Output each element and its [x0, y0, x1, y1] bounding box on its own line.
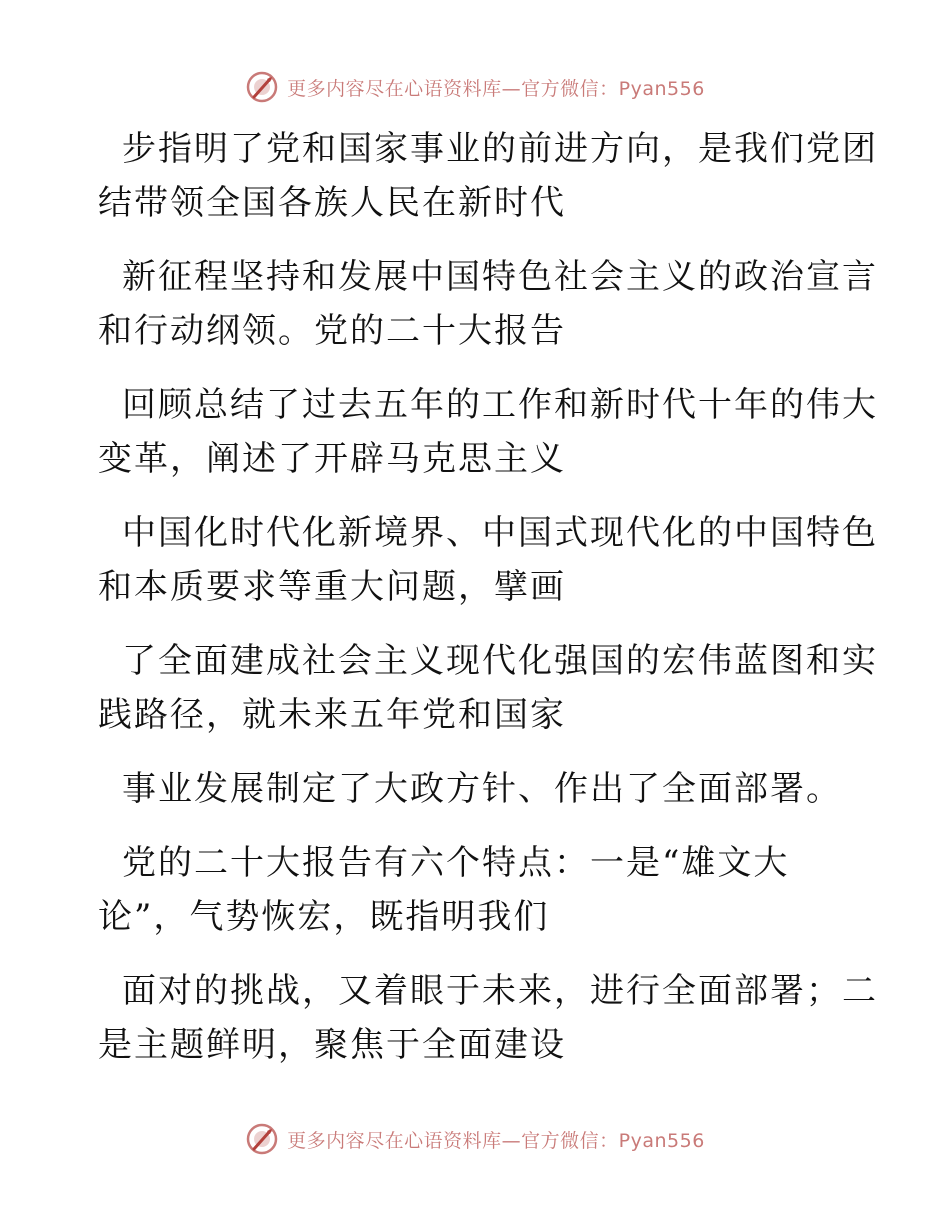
text-line: 步指明了党和国家事业的前进方向，是我们党团 — [122, 129, 878, 169]
header-watermark-text: 更多内容尽在心语资料库—官方微信：Pyan556 — [287, 77, 705, 100]
text-line: 践路径，就未来五年党和国家 — [98, 695, 566, 735]
text-line: 是主题鲜明，聚焦于全面建设 — [98, 1025, 566, 1065]
text-line: 回顾总结了过去五年的工作和新时代十年的伟大 — [122, 385, 878, 425]
text-line: 了全面建成社会主义现代化强国的宏伟蓝图和实 — [122, 641, 878, 681]
text-line: 结带领全国各族人民在新时代 — [98, 183, 566, 223]
page-footer-watermark — [0, 1122, 950, 1156]
brand-logo-icon — [245, 70, 279, 104]
paragraph — [98, 250, 878, 358]
text-line: 论”，气势恢宏，既指明我们 — [98, 897, 550, 937]
paragraph — [98, 964, 878, 1072]
text-line: 党的二十大报告有六个特点：一是“雄文大 — [122, 843, 790, 883]
paragraph — [98, 836, 838, 944]
text-line: 事业发展制定了大政方针、作出了全面部署。 — [122, 769, 842, 809]
text-line: 变革，阐述了开辟马克思主义 — [98, 439, 566, 479]
document-body — [98, 122, 878, 1092]
text-line: 和本质要求等重大问题，擘画 — [98, 567, 566, 607]
page-header-watermark — [0, 70, 950, 104]
text-line: 面对的挑战，又着眼于未来，进行全面部署；二 — [122, 971, 878, 1011]
footer-watermark-text: 更多内容尽在心语资料库—官方微信：Pyan556 — [287, 1129, 705, 1152]
text-line: 和行动纲领。党的二十大报告 — [98, 311, 566, 351]
text-line: 新征程坚持和发展中国特色社会主义的政治宣言 — [122, 257, 878, 297]
paragraph — [98, 762, 842, 816]
text-line: 中国化时代化新境界、中国式现代化的中国特色 — [122, 513, 878, 553]
paragraph — [98, 378, 878, 486]
paragraph — [98, 122, 878, 230]
brand-logo-icon — [245, 1122, 279, 1156]
paragraph — [98, 506, 878, 614]
paragraph — [98, 634, 878, 742]
